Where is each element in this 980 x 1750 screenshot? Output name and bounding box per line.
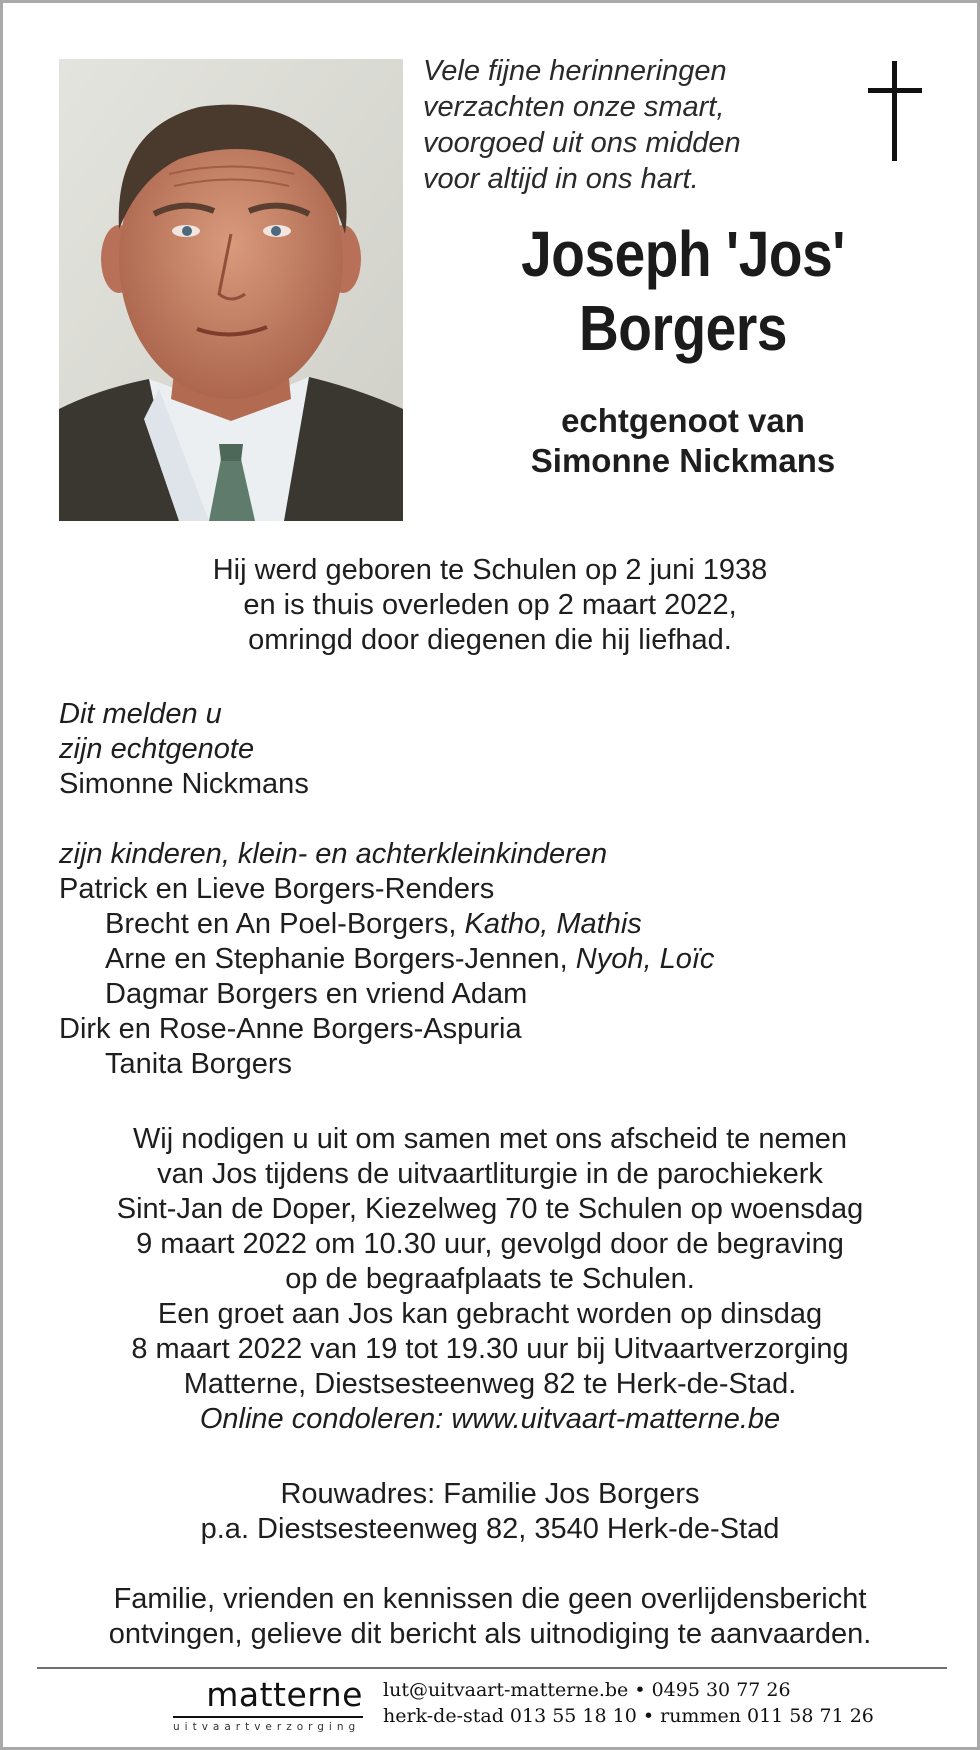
poem-line: voor altijd in ons hart. [423,163,699,195]
name-line-last: Borgers [578,292,788,364]
info-line: Hij werd geboren te Schulen op 2 juni 1938 [212,554,768,586]
deceased-name [459,217,906,365]
family-line: Dagmar Borgers en vriend Adam [105,978,528,1010]
closing-note [3,1582,977,1652]
funeral-invitation [3,1122,977,1437]
children-label: zijn kinderen, klein- en achterkleinkinderen [59,838,608,870]
family-name: Arne en Stephanie Borgers-Jennen, [105,943,568,975]
poem-line: voorgoed uit ons midden [423,127,741,159]
spouse-name: Simonne Nickmans [530,442,836,479]
logo-underline [173,1716,363,1718]
family-line [59,907,714,942]
address-line: p.a. Diestsesteenweg 82, 3540 Herk-de-Stad [200,1513,780,1545]
spouse-relation [423,401,943,481]
memorial-poem [423,53,741,197]
invite-line: 9 maart 2022 om 10.30 uur, gevolgd door de begraving [136,1228,844,1260]
invite-line: van Jos tijdens de uitvaartliturgie in de parochiekerk [157,1158,823,1190]
info-line: omringd door diegenen die hij liefhad. [248,624,732,656]
family-line [59,942,714,977]
birth-death-info [3,553,977,658]
family-line: Patrick en Lieve Borgers-Renders [59,873,495,905]
matterne-logo [173,1677,363,1733]
invite-line: Matterne, Diestsesteenweg 82 te Herk-de-Stad. [183,1368,797,1400]
info-line: en is thuis overleden op 2 maart 2022, [243,589,737,621]
invite-line: 8 maart 2022 van 19 tot 19.30 uur bij Uitvaartverzorging [131,1333,849,1365]
contact-info [383,1677,874,1729]
closing-line: Familie, vrienden en kennissen die geen overlijdensbericht [113,1583,867,1615]
poem-line: verzachten onze smart, [423,91,725,123]
announcers [59,697,714,1082]
mourning-address [3,1477,977,1547]
address-line: Rouwadres: Familie Jos Borgers [280,1478,700,1510]
contact-email-phone[interactable]: lut@uitvaart-matterne.be • 0495 30 77 26 [383,1679,791,1701]
invite-line: Sint-Jan de Doper, Kiezelweg 70 te Schulen op woensdag [116,1193,864,1225]
portrait-photo [59,59,403,521]
family-name: Brecht en An Poel-Borgers, [105,908,457,940]
logo-subtitle: uitvaartverzorging [173,1721,361,1733]
invite-line: Een groet aan Jos kan gebracht worden op dinsdag [157,1298,823,1330]
logo-word: matterne [206,1675,363,1714]
announce-intro: zijn echtgenote [59,733,255,765]
footer-divider [37,1667,947,1669]
invite-line: Wij nodigen u uit om samen met ons afscheid te nemen [132,1123,848,1155]
name-line-first: Joseph 'Jos' [521,218,845,290]
spouse-label: echtgenoot van [561,402,805,439]
cross-icon [865,61,925,161]
contact-locations: herk-de-stad 013 55 18 10 • rummen 011 58 71 26 [383,1705,874,1727]
poem-line: Vele fijne herinneringen [423,55,727,87]
family-kids: Nyoh, Loïc [575,943,715,975]
family-kids: Katho, Mathis [464,908,642,940]
invite-line: op de begraafplaats te Schulen. [285,1263,695,1295]
family-line: Dirk en Rose-Anne Borgers-Aspuria [59,1013,522,1045]
announce-spouse: Simonne Nickmans [59,768,309,800]
announce-intro: Dit melden u [59,698,222,730]
online-condolence-link[interactable]: Online condoleren: www.uitvaart-matterne.be [199,1403,781,1435]
closing-line: ontvingen, gelieve dit bericht als uitnodiging te aanvaarden. [108,1618,872,1650]
family-line: Tanita Borgers [105,1048,292,1080]
